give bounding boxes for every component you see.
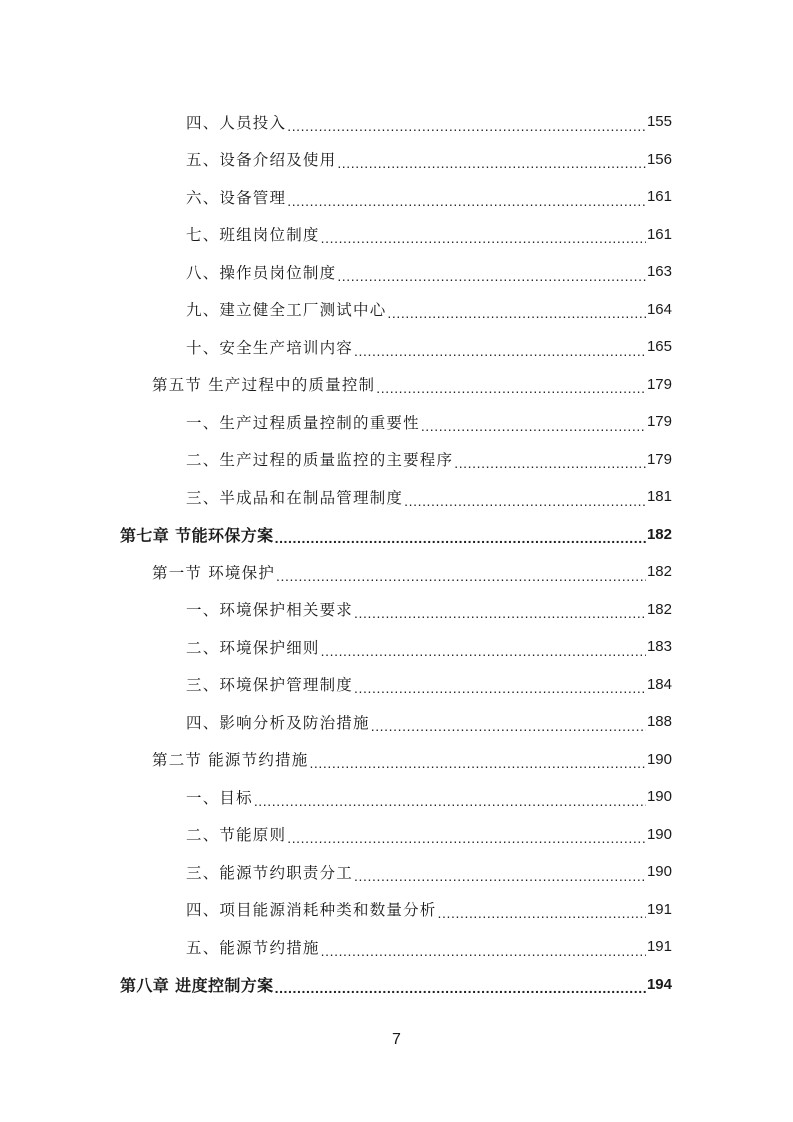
dot-leader bbox=[287, 119, 646, 133]
toc-entry-page: 182 bbox=[646, 525, 672, 543]
dot-leader bbox=[438, 906, 646, 920]
toc-entry-page: 191 bbox=[646, 900, 672, 918]
toc-entry-page: 179 bbox=[646, 375, 672, 393]
toc-chapter-entry[interactable] bbox=[0, 966, 793, 1004]
toc-entry-title: 八、操作员岗位制度 bbox=[186, 263, 337, 282]
toc-entry-page: 190 bbox=[646, 788, 672, 806]
toc-entry-page: 179 bbox=[646, 450, 672, 468]
toc-chapter-entry[interactable] bbox=[0, 516, 793, 554]
dot-leader bbox=[337, 269, 646, 283]
toc-entry-page: 156 bbox=[646, 150, 672, 168]
dot-leader bbox=[404, 494, 646, 508]
toc-entry[interactable] bbox=[0, 103, 793, 141]
toc-entry-page: 163 bbox=[646, 263, 672, 281]
toc-entry-title: 十、安全生产培训内容 bbox=[186, 338, 354, 357]
page-number: 7 bbox=[392, 1031, 401, 1048]
toc-entry-page: 161 bbox=[646, 188, 672, 206]
toc-entry[interactable] bbox=[0, 778, 793, 816]
toc-entry[interactable] bbox=[0, 628, 793, 666]
dot-leader bbox=[309, 756, 646, 770]
dot-leader bbox=[321, 944, 646, 958]
toc-entry-title: 六、设备管理 bbox=[186, 188, 287, 207]
toc-entry-page: 155 bbox=[646, 113, 672, 131]
toc-entry-page: 188 bbox=[646, 713, 672, 731]
toc-entry-title: 五、能源节约措施 bbox=[186, 938, 320, 957]
toc-entry-page: 194 bbox=[646, 975, 672, 993]
dot-leader bbox=[275, 531, 646, 545]
dot-leader bbox=[371, 719, 646, 733]
toc-entry-title: 三、半成品和在制品管理制度 bbox=[186, 488, 404, 507]
toc-entry-page: 190 bbox=[646, 825, 672, 843]
toc-entry-page: 165 bbox=[646, 338, 672, 356]
toc-entry[interactable] bbox=[0, 328, 793, 366]
dot-leader bbox=[337, 156, 646, 170]
toc-entry-page: 179 bbox=[646, 413, 672, 431]
dot-leader bbox=[354, 869, 646, 883]
toc-entry[interactable] bbox=[0, 816, 793, 854]
toc-entry-title: 第二节 能源节约措施 bbox=[152, 751, 309, 770]
toc-entry-page: 182 bbox=[646, 600, 672, 618]
toc-entry-page: 190 bbox=[646, 863, 672, 881]
dot-leader bbox=[287, 831, 646, 845]
dot-leader bbox=[321, 644, 646, 658]
toc-entry-page: 190 bbox=[646, 750, 672, 768]
toc-section-entry[interactable] bbox=[0, 741, 793, 779]
toc-section-entry[interactable] bbox=[0, 553, 793, 591]
toc-entry-title: 九、建立健全工厂测试中心 bbox=[186, 301, 387, 320]
toc-entry-title: 四、项目能源消耗种类和数量分析 bbox=[186, 901, 437, 920]
toc-entry-page: 191 bbox=[646, 938, 672, 956]
dot-leader bbox=[454, 456, 646, 470]
dot-leader bbox=[275, 981, 646, 995]
toc-entry-title: 二、生产过程的质量监控的主要程序 bbox=[186, 451, 454, 470]
toc-entry[interactable] bbox=[0, 928, 793, 966]
toc-entry[interactable] bbox=[0, 216, 793, 254]
toc-entry-title: 三、能源节约职责分工 bbox=[186, 863, 354, 882]
toc-entry[interactable] bbox=[0, 403, 793, 441]
toc-entry-title: 一、生产过程质量控制的重要性 bbox=[186, 413, 420, 432]
dot-leader bbox=[276, 569, 646, 583]
toc-entry[interactable] bbox=[0, 666, 793, 704]
toc-entry-title: 五、设备介绍及使用 bbox=[186, 151, 337, 170]
toc-entry-title: 二、环境保护细则 bbox=[186, 638, 320, 657]
dot-leader bbox=[421, 419, 646, 433]
toc-entry-title: 第八章 进度控制方案 bbox=[120, 975, 274, 995]
toc-entry-title: 三、环境保护管理制度 bbox=[186, 676, 354, 695]
toc-entry[interactable] bbox=[0, 441, 793, 479]
table-of-contents bbox=[0, 103, 793, 1003]
toc-entry-title: 一、环境保护相关要求 bbox=[186, 601, 354, 620]
toc-entry-page: 181 bbox=[646, 488, 672, 506]
dot-leader bbox=[354, 606, 646, 620]
dot-leader bbox=[376, 381, 646, 395]
toc-entry[interactable] bbox=[0, 703, 793, 741]
dot-leader bbox=[321, 231, 646, 245]
dot-leader bbox=[354, 344, 646, 358]
dot-leader bbox=[354, 681, 646, 695]
toc-entry-title: 四、人员投入 bbox=[186, 113, 287, 132]
toc-entry-page: 164 bbox=[646, 300, 672, 318]
dot-leader bbox=[387, 306, 646, 320]
toc-entry-title: 七、班组岗位制度 bbox=[186, 226, 320, 245]
toc-entry-title: 一、目标 bbox=[186, 788, 253, 807]
toc-entry-title: 第七章 节能环保方案 bbox=[120, 525, 274, 545]
toc-entry-title: 第五节 生产过程中的质量控制 bbox=[152, 376, 376, 395]
toc-entry-page: 161 bbox=[646, 225, 672, 243]
toc-entry-page: 184 bbox=[646, 675, 672, 693]
toc-entry[interactable] bbox=[0, 141, 793, 179]
toc-entry[interactable] bbox=[0, 853, 793, 891]
toc-entry-page: 182 bbox=[646, 563, 672, 581]
dot-leader bbox=[287, 194, 646, 208]
toc-section-entry[interactable] bbox=[0, 366, 793, 404]
toc-entry[interactable] bbox=[0, 253, 793, 291]
toc-entry[interactable] bbox=[0, 291, 793, 329]
toc-entry-page: 183 bbox=[646, 638, 672, 656]
toc-entry-title: 第一节 环境保护 bbox=[152, 563, 276, 582]
toc-entry-title: 二、节能原则 bbox=[186, 826, 287, 845]
toc-entry-title: 四、影响分析及防治措施 bbox=[186, 713, 370, 732]
toc-entry[interactable] bbox=[0, 591, 793, 629]
toc-entry[interactable] bbox=[0, 478, 793, 516]
toc-entry[interactable] bbox=[0, 178, 793, 216]
toc-entry[interactable] bbox=[0, 891, 793, 929]
dot-leader bbox=[254, 794, 646, 808]
